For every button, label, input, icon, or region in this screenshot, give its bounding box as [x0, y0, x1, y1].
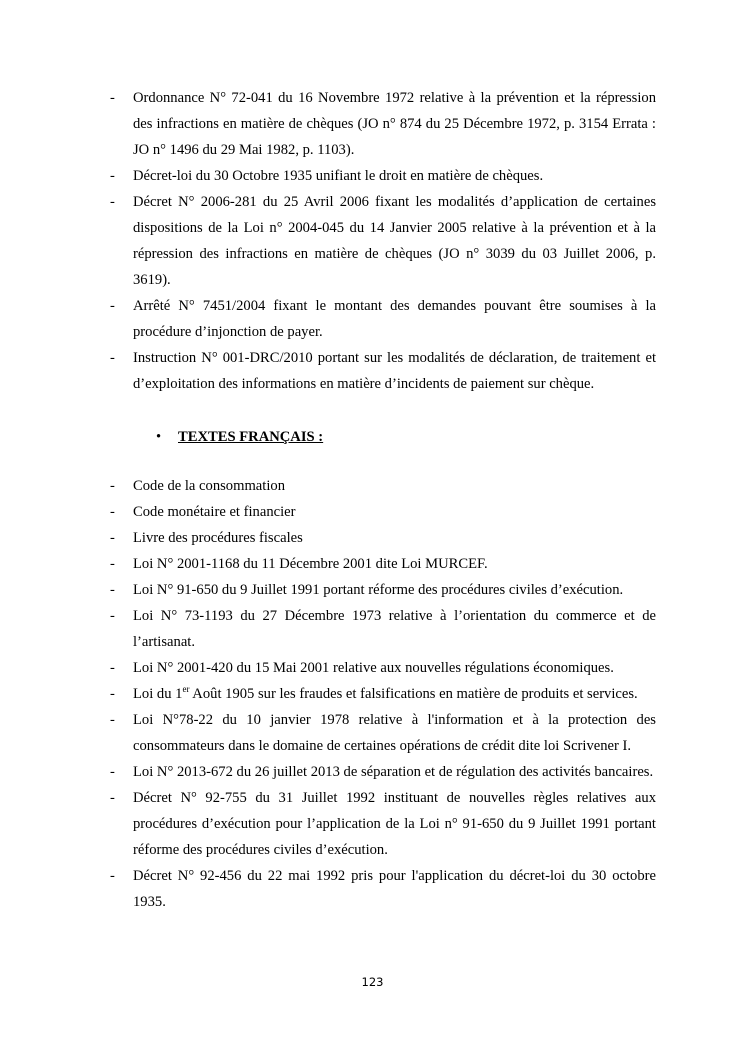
list-item: - Code de la consommation	[110, 473, 656, 499]
section-heading-label: TEXTES FRANÇAIS :	[178, 429, 324, 445]
list-item: - Loi N° 2001-1168 du 11 Décembre 2001 dite Loi MURCEF.	[110, 551, 656, 577]
list-item: - Loi N° 2001-420 du 15 Mai 2001 relative aux nouvelles régulations économiques.	[110, 655, 656, 681]
list-item: - Décret N° 92-456 du 22 mai 1992 pris pour l'application du décret-loi du 30 octobre 1935.	[110, 863, 656, 915]
list-item: - Décret N° 2006-281 du 25 Avril 2006 fixant les modalités d’application de certaines dispositions de la Loi n° 2004-045 du 14 Janvier 2005 relative à la prévention et à la répression des infractions en matière de chèques (JO n° 3039 du 03 Juillet 2006, p. 3619).	[110, 189, 656, 293]
list-item: - Instruction N° 001-DRC/2010 portant sur les modalités de déclaration, de traitement et d’exploitation des informations en matière d’incidents de paiement sur chèque.	[110, 345, 656, 397]
list-item: - Décret-loi du 30 Octobre 1935 unifiant le droit en matière de chèques.	[110, 163, 656, 189]
list-item: - Code monétaire et financier	[110, 499, 656, 525]
bullet-icon: •	[156, 429, 162, 445]
list-item: - Loi N° 2013-672 du 26 juillet 2013 de séparation et de régulation des activités bancaires.	[110, 759, 656, 785]
list-item: - Loi N° 91-650 du 9 Juillet 1991 portant réforme des procédures civiles d’exécution.	[110, 577, 656, 603]
legal-texts-list	[110, 85, 656, 397]
list-item: - Loi N°78-22 du 10 janvier 1978 relative à l'information et à la protection des consommateurs dans le domaine de certaines opérations de crédit dite loi Scrivener I.	[110, 707, 656, 759]
list-item: - Livre des procédures fiscales	[110, 525, 656, 551]
section-heading	[156, 424, 323, 450]
list-item: - Décret N° 92-755 du 31 Juillet 1992 instituant de nouvelles règles relatives aux procédures d’exécution pour l’application de la Loi n° 91-650 du 9 Juillet 1991 portant réforme des procédures civiles d’exécution.	[110, 785, 656, 863]
list-item: - Ordonnance N° 72-041 du 16 Novembre 1972 relative à la prévention et la répression des infractions en matière de chèques (JO n° 874 du 25 Décembre 1972, p. 3154 Errata : JO n° 1496 du 29 Mai 1982, p. 1103).	[110, 85, 656, 163]
list-item: - Arrêté N° 7451/2004 fixant le montant des demandes pouvant être soumises à la procédure d’injonction de payer.	[110, 293, 656, 345]
item-text-suffix: Août 1905 sur les fraudes et falsifications en matière de produits et services.	[189, 686, 638, 702]
french-texts-list	[110, 473, 656, 915]
page-number: 123	[361, 975, 384, 989]
item-text-prefix: Loi du 1	[133, 686, 183, 702]
ordinal-superscript: er	[182, 684, 190, 695]
list-item-loi-1905	[110, 681, 656, 707]
list-item: - Loi N° 73-1193 du 27 Décembre 1973 relative à l’orientation du commerce et de l’artisanat.	[110, 603, 656, 655]
